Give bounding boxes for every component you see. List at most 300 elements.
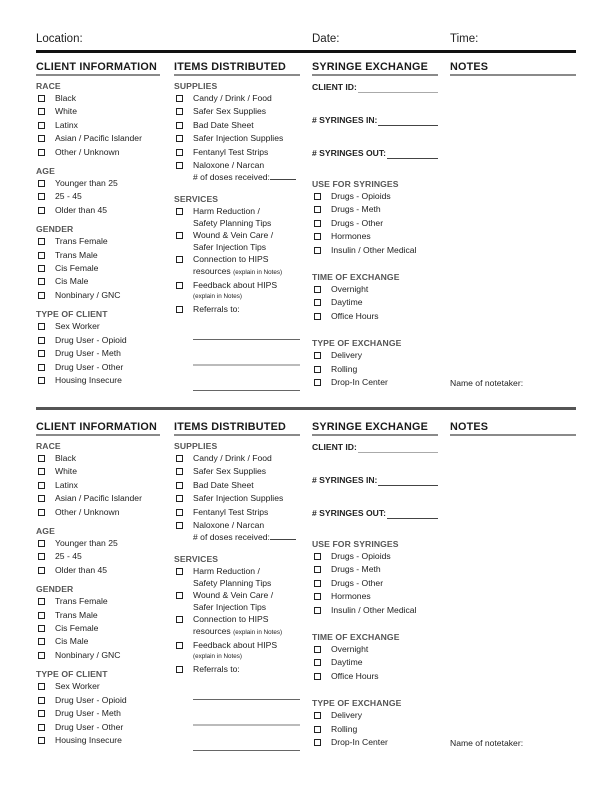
checkbox-supply-option[interactable]: [174, 146, 300, 159]
checkbox-exchange-type-option[interactable]: [312, 376, 438, 389]
syringes-out-blank[interactable]: [387, 150, 438, 159]
option-label: Black: [55, 93, 77, 103]
checkbox-race-option[interactable]: [36, 452, 160, 465]
services-section-title: SERVICES: [174, 194, 219, 205]
option-label: Bad Date Sheet: [193, 479, 254, 490]
age-options: [36, 537, 160, 577]
option-label: Cis Male: [55, 276, 89, 287]
checkbox-square[interactable]: [38, 238, 45, 245]
checkbox-exchange-type-option[interactable]: [312, 709, 438, 722]
doses-received-label: # of doses received:: [193, 172, 270, 183]
checkbox-square[interactable]: [38, 625, 45, 632]
checkbox-square[interactable]: [38, 135, 45, 142]
checkbox-supply-option[interactable]: [174, 465, 300, 478]
checkbox-client-type-option[interactable]: [36, 320, 160, 333]
checkbox-square[interactable]: [38, 724, 45, 731]
checkbox-supply-option[interactable]: [174, 119, 300, 132]
checkbox-square[interactable]: [314, 712, 321, 719]
option-label: Drugs - Other: [331, 577, 384, 588]
syringes-in-blank[interactable]: [378, 117, 438, 126]
checkbox-race-option[interactable]: [36, 146, 160, 159]
option-label: Referrals to:: [193, 664, 240, 675]
notetaker-field[interactable]: Name of notetaker:: [450, 378, 524, 388]
option-label: Other / Unknown: [55, 506, 120, 517]
option-label: Drugs - Other: [331, 217, 384, 228]
checkbox-race-option[interactable]: [36, 465, 160, 478]
client-id-field[interactable]: [312, 441, 438, 453]
checkbox-gender-option[interactable]: [36, 249, 160, 262]
checkbox-square[interactable]: [38, 697, 45, 704]
time-field[interactable]: Time:: [450, 33, 479, 45]
checkbox-square[interactable]: [38, 495, 45, 502]
checkbox-square[interactable]: [314, 220, 321, 227]
client-id-label: CLIENT ID:: [312, 442, 357, 452]
checkbox-square[interactable]: [38, 468, 45, 475]
option-label: Trans Male: [55, 609, 98, 620]
option-label: Insulin / Other Medical: [331, 604, 417, 615]
syringes-in-blank[interactable]: [378, 477, 438, 486]
checkbox-square[interactable]: [176, 162, 183, 169]
syringes-out-blank[interactable]: [387, 510, 438, 519]
client-information-title: CLIENT INFORMATION: [36, 421, 160, 436]
option-label: Drug User - Opioid: [55, 334, 127, 345]
type-of-exchange-title: TYPE OF EXCHANGE: [312, 698, 402, 709]
syringe-exchange-column: [312, 61, 438, 389]
checkbox-square[interactable]: [38, 265, 45, 272]
client-type-options: [36, 680, 160, 747]
checkbox-gender-option[interactable]: [36, 262, 160, 275]
supplies-section-title: SUPPLIES: [174, 441, 218, 451]
option-label: Latinx: [55, 479, 78, 490]
checkbox-square[interactable]: [314, 580, 321, 587]
checkbox-square[interactable]: [38, 108, 45, 115]
option-label: Nonbinary / GNC: [55, 289, 121, 300]
checkbox-exchange-time-option[interactable]: [312, 656, 438, 669]
client-type-options: [36, 320, 160, 387]
checkbox-gender-option[interactable]: [36, 622, 160, 635]
checkbox-square[interactable]: [176, 256, 183, 263]
checkbox-exchange-time-option[interactable]: [312, 643, 438, 656]
checkbox-square[interactable]: [314, 646, 321, 653]
checkbox-square[interactable]: [38, 122, 45, 129]
checkbox-race-option[interactable]: [36, 479, 160, 492]
explain-note: (explain in Notes): [193, 293, 242, 301]
use-for-syringes-title: USE FOR SYRINGES: [312, 539, 399, 549]
option-label: Feedback about HIPS: [193, 280, 278, 291]
race-section-title: RACE: [36, 441, 61, 451]
checkbox-gender-option[interactable]: [36, 289, 160, 302]
checkbox-age-option[interactable]: [36, 550, 160, 563]
checkbox-harm-reduction[interactable]: [174, 205, 300, 229]
checkbox-square[interactable]: [314, 299, 321, 306]
referral-line-1[interactable]: [193, 699, 300, 700]
option-label: Office Hours: [331, 310, 379, 321]
checkbox-gender-option[interactable]: [36, 275, 160, 288]
option-label: Safety Planning Tips: [193, 578, 272, 589]
checkbox-exchange-time-option[interactable]: [312, 310, 438, 323]
checkbox-square[interactable]: [314, 607, 321, 614]
checkbox-age-option[interactable]: [36, 537, 160, 550]
client-information-column: [36, 421, 160, 747]
checkbox-square[interactable]: [314, 193, 321, 200]
checkbox-square[interactable]: [314, 286, 321, 293]
doses-received-blank[interactable]: [270, 531, 296, 540]
checkbox-square[interactable]: [38, 377, 45, 384]
option-label: Drug User - Other: [55, 361, 124, 372]
notetaker-field[interactable]: Name of notetaker:: [450, 738, 524, 748]
syringes-in-field[interactable]: [312, 474, 438, 486]
checkbox-square[interactable]: [314, 739, 321, 746]
checkbox-square[interactable]: [38, 482, 45, 489]
checkbox-client-type-option[interactable]: [36, 707, 160, 720]
checkbox-square[interactable]: [176, 509, 183, 516]
client-id-blank[interactable]: [358, 444, 438, 453]
client-id-blank[interactable]: [358, 84, 438, 93]
checkbox-exchange-time-option[interactable]: [312, 670, 438, 683]
checkbox-square[interactable]: [38, 683, 45, 690]
type-of-exchange-title: TYPE OF EXCHANGE: [312, 338, 402, 349]
checkbox-square[interactable]: [38, 710, 45, 717]
checkbox-square[interactable]: [176, 592, 183, 599]
option-label: Housing Insecure: [55, 374, 122, 385]
checkbox-race-option[interactable]: [36, 506, 160, 519]
client-information-title: CLIENT INFORMATION: [36, 61, 160, 76]
option-label: Trans Female: [55, 236, 108, 247]
checkbox-client-type-option[interactable]: [36, 374, 160, 387]
option-label: Asian / Pacific Islander: [55, 493, 142, 504]
checkbox-square[interactable]: [314, 566, 321, 573]
referral-line-1[interactable]: [193, 339, 300, 340]
option-label: Delivery: [331, 710, 363, 721]
checkbox-syringe-use-option[interactable]: [312, 604, 438, 617]
checkbox-square[interactable]: [38, 553, 45, 560]
checkbox-syringe-use-option[interactable]: [312, 244, 438, 257]
syringes-in-field[interactable]: [312, 114, 438, 126]
checkbox-age-option[interactable]: [36, 177, 160, 190]
checkbox-syringe-use-option[interactable]: [312, 230, 438, 243]
option-label: Safer Injection Supplies: [193, 493, 284, 504]
option-label: Drug User - Other: [55, 721, 124, 732]
option-label: Drugs - Opioids: [331, 551, 391, 561]
option-label: Safer Injection Tips: [193, 602, 267, 613]
checkbox-square[interactable]: [38, 207, 45, 214]
checkbox-client-type-option[interactable]: [36, 694, 160, 707]
checkbox-square[interactable]: [176, 108, 183, 115]
option-label: Connection to HIPS: [193, 254, 269, 265]
checkbox-gender-option[interactable]: [36, 609, 160, 622]
syringe-use-options: [312, 550, 438, 617]
checkbox-client-type-option[interactable]: [36, 680, 160, 693]
checkbox-square[interactable]: [314, 726, 321, 733]
checkbox-square[interactable]: [38, 612, 45, 619]
checkbox-syringe-use-option[interactable]: [312, 577, 438, 590]
checkbox-race-option[interactable]: [36, 119, 160, 132]
supply-options: [174, 92, 300, 159]
checkbox-wound-care[interactable]: [174, 589, 300, 613]
checkbox-square[interactable]: [38, 149, 45, 156]
doses-received-field[interactable]: [193, 531, 300, 543]
option-label: Harm Reduction /: [193, 566, 260, 577]
checkbox-square[interactable]: [38, 737, 45, 744]
checkbox-square[interactable]: [176, 666, 183, 673]
checkbox-exchange-type-option[interactable]: [312, 363, 438, 376]
option-label: Harm Reduction /: [193, 206, 260, 217]
checkbox-age-option[interactable]: [36, 204, 160, 217]
checkbox-exchange-time-option[interactable]: [312, 296, 438, 309]
checkbox-client-type-option[interactable]: [36, 334, 160, 347]
checkbox-client-type-option[interactable]: [36, 361, 160, 374]
checkbox-square[interactable]: [38, 252, 45, 259]
client-id-field[interactable]: [312, 81, 438, 93]
notes-title: NOTES: [450, 421, 576, 436]
option-label: Hormones: [331, 231, 371, 242]
option-label: Drugs - Meth: [331, 564, 381, 575]
option-label: Trans Male: [55, 249, 98, 260]
option-label: Naloxone / Narcan: [193, 160, 265, 171]
header-divider: [36, 50, 576, 53]
exchange-type-options: [312, 709, 438, 749]
checkbox-square[interactable]: [176, 455, 183, 462]
checkbox-square[interactable]: [176, 122, 183, 129]
checkbox-square[interactable]: [38, 652, 45, 659]
checkbox-square[interactable]: [176, 208, 183, 215]
option-label: Younger than 25: [55, 538, 118, 549]
referral-line-2[interactable]: [193, 724, 300, 726]
checkbox-square[interactable]: [176, 282, 183, 289]
checkbox-square[interactable]: [176, 522, 183, 529]
date-field[interactable]: Date:: [312, 33, 340, 45]
checkbox-gender-option[interactable]: [36, 635, 160, 648]
exchange-type-options: [312, 349, 438, 389]
syringes-out-label: # SYRINGES OUT:: [312, 508, 387, 518]
checkbox-square[interactable]: [38, 567, 45, 574]
checkbox-naloxone[interactable]: [174, 159, 300, 183]
option-label: Feedback about HIPS: [193, 640, 278, 651]
client-information-column: [36, 61, 160, 387]
checkbox-referrals[interactable]: [174, 303, 300, 315]
checkbox-client-type-option[interactable]: [36, 721, 160, 734]
checkbox-square[interactable]: [314, 553, 321, 560]
checkbox-age-option[interactable]: [36, 190, 160, 203]
checkbox-square[interactable]: [38, 540, 45, 547]
checkbox-square[interactable]: [38, 95, 45, 102]
option-label: Safer Sex Supplies: [193, 106, 267, 117]
checkbox-square[interactable]: [176, 232, 183, 239]
option-label: Black: [55, 453, 77, 463]
checkbox-client-type-option[interactable]: [36, 347, 160, 360]
checkbox-gender-option[interactable]: [36, 595, 160, 608]
option-label: Other / Unknown: [55, 146, 120, 157]
checkbox-harm-reduction[interactable]: [174, 565, 300, 589]
type-of-client-section-title: TYPE OF CLIENT: [36, 309, 108, 320]
client-record-1: [36, 61, 576, 411]
option-label: Wound & Vein Care /: [193, 230, 274, 241]
checkbox-naloxone[interactable]: [174, 519, 300, 543]
option-label: Drugs - Meth: [331, 204, 381, 215]
time-of-exchange-title: TIME OF EXCHANGE: [312, 272, 400, 283]
checkbox-race-option[interactable]: [36, 92, 160, 105]
age-options: [36, 177, 160, 217]
checkbox-square[interactable]: [38, 292, 45, 299]
checkbox-square[interactable]: [314, 673, 321, 680]
option-label: Drugs - Opioids: [331, 191, 391, 201]
checkbox-client-type-option[interactable]: [36, 734, 160, 747]
checkbox-age-option[interactable]: [36, 564, 160, 577]
checkbox-square[interactable]: [314, 247, 321, 254]
checkbox-gender-option[interactable]: [36, 235, 160, 248]
checkbox-square[interactable]: [176, 149, 183, 156]
checkbox-square[interactable]: [176, 306, 183, 313]
checkbox-race-option[interactable]: [36, 132, 160, 145]
option-label: Connection to HIPS: [193, 614, 269, 625]
checkbox-square[interactable]: [38, 509, 45, 516]
checkbox-wound-care[interactable]: [174, 229, 300, 253]
checkbox-supply-option[interactable]: [174, 92, 300, 105]
option-label: Overnight: [331, 644, 369, 655]
checkbox-square[interactable]: [314, 206, 321, 213]
checkbox-race-option[interactable]: [36, 105, 160, 118]
referral-line-3[interactable]: [193, 750, 300, 751]
option-label: White: [55, 106, 77, 117]
option-label: Latinx: [55, 119, 78, 130]
explain-note: (explain in Notes): [233, 629, 283, 637]
checkbox-supply-option[interactable]: [174, 492, 300, 505]
checkbox-square[interactable]: [38, 350, 45, 357]
option-label: Rolling: [331, 723, 358, 734]
option-label: 25 - 45: [55, 551, 82, 562]
notes-column[interactable]: [450, 61, 576, 401]
checkbox-exchange-type-option[interactable]: [312, 349, 438, 362]
supply-options: [174, 452, 300, 519]
checkbox-square[interactable]: [176, 468, 183, 475]
checkbox-square[interactable]: [38, 455, 45, 462]
checkbox-referrals[interactable]: [174, 663, 300, 675]
option-label: Nonbinary / GNC: [55, 649, 121, 660]
explain-note: (explain in Notes): [193, 653, 242, 661]
doses-received-label: # of doses received:: [193, 532, 270, 543]
checkbox-syringe-use-option[interactable]: [312, 550, 438, 563]
option-label: Drug User - Meth: [55, 348, 121, 359]
option-label: 25 - 45: [55, 191, 82, 202]
checkbox-square[interactable]: [176, 568, 183, 575]
syringes-out-field[interactable]: [312, 507, 438, 519]
race-options: [36, 452, 160, 519]
option-label: Naloxone / Narcan: [193, 520, 265, 531]
option-label: Daytime: [331, 657, 363, 668]
location-field[interactable]: Location:: [36, 33, 83, 45]
option-label: Hormones: [331, 591, 371, 602]
checkbox-race-option[interactable]: [36, 492, 160, 505]
option-label: Safer Injection Supplies: [193, 133, 284, 144]
referral-line-3[interactable]: [193, 390, 300, 391]
checkbox-square[interactable]: [314, 352, 321, 359]
checkbox-square[interactable]: [38, 323, 45, 330]
checkbox-exchange-time-option[interactable]: [312, 283, 438, 296]
checkbox-square[interactable]: [38, 598, 45, 605]
checkbox-supply-option[interactable]: [174, 479, 300, 492]
exchange-time-options: [312, 643, 438, 683]
checkbox-syringe-use-option[interactable]: [312, 217, 438, 230]
syringe-use-options: [312, 190, 438, 257]
option-label: Cis Female: [55, 263, 99, 274]
checkbox-exchange-type-option[interactable]: [312, 736, 438, 749]
checkbox-square[interactable]: [176, 616, 183, 623]
checkbox-square[interactable]: [38, 337, 45, 344]
syringes-in-label: # SYRINGES IN:: [312, 115, 378, 125]
option-label: Safer Sex Supplies: [193, 466, 267, 477]
checkbox-square[interactable]: [314, 313, 321, 320]
option-label: Drug User - Meth: [55, 708, 121, 719]
notes-column[interactable]: [450, 421, 576, 761]
option-label: Fentanyl Test Strips: [193, 146, 269, 157]
type-of-client-section-title: TYPE OF CLIENT: [36, 669, 108, 680]
checkbox-syringe-use-option[interactable]: [312, 190, 438, 203]
gender-section-title: GENDER: [36, 584, 74, 595]
option-label: Asian / Pacific Islander: [55, 133, 142, 144]
checkbox-supply-option[interactable]: [174, 506, 300, 519]
time-of-exchange-title: TIME OF EXCHANGE: [312, 632, 400, 643]
checkbox-square[interactable]: [176, 95, 183, 102]
checkbox-square[interactable]: [176, 482, 183, 489]
referral-line-2[interactable]: [193, 364, 300, 366]
checkbox-square[interactable]: [38, 364, 45, 371]
checkbox-square[interactable]: [176, 642, 183, 649]
option-label: Younger than 25: [55, 178, 118, 189]
items-distributed-column: [174, 421, 300, 751]
checkbox-syringe-use-option[interactable]: [312, 590, 438, 603]
option-label: Sex Worker: [55, 321, 100, 332]
checkbox-supply-option[interactable]: [174, 452, 300, 465]
syringes-out-field[interactable]: [312, 147, 438, 159]
doses-received-blank[interactable]: [270, 171, 296, 180]
option-label: Referrals to:: [193, 304, 240, 315]
record-divider: [36, 407, 576, 410]
option-label: Safer Injection Tips: [193, 242, 267, 253]
checkbox-syringe-use-option[interactable]: [312, 203, 438, 216]
option-label: Delivery: [331, 350, 363, 361]
checkbox-square[interactable]: [314, 366, 321, 373]
checkbox-feedback-about-hips[interactable]: [174, 279, 300, 303]
checkbox-square[interactable]: [314, 233, 321, 240]
age-section-title: AGE: [36, 166, 55, 177]
checkbox-square[interactable]: [38, 180, 45, 187]
option-label: Candy / Drink / Food: [193, 453, 272, 463]
option-label: Older than 45: [55, 204, 108, 215]
checkbox-square[interactable]: [38, 193, 45, 200]
checkbox-gender-option[interactable]: [36, 649, 160, 662]
checkbox-syringe-use-option[interactable]: [312, 563, 438, 576]
doses-received-field[interactable]: [193, 171, 300, 183]
checkbox-square[interactable]: [314, 379, 321, 386]
checkbox-square[interactable]: [314, 593, 321, 600]
option-label: Office Hours: [331, 670, 379, 681]
checkbox-feedback-about-hips[interactable]: [174, 639, 300, 663]
checkbox-supply-option[interactable]: [174, 132, 300, 145]
exchange-time-options: [312, 283, 438, 323]
checkbox-square[interactable]: [38, 638, 45, 645]
checkbox-square[interactable]: [176, 135, 183, 142]
checkbox-connection-to-hips[interactable]: [174, 613, 300, 639]
checkbox-connection-to-hips[interactable]: [174, 253, 300, 279]
checkbox-supply-option[interactable]: [174, 105, 300, 118]
option-label: Sex Worker: [55, 681, 100, 692]
items-distributed-column: [174, 61, 300, 391]
checkbox-exchange-type-option[interactable]: [312, 723, 438, 736]
checkbox-square[interactable]: [314, 659, 321, 666]
checkbox-square[interactable]: [176, 495, 183, 502]
checkbox-square[interactable]: [38, 278, 45, 285]
syringe-exchange-column: [312, 421, 438, 749]
